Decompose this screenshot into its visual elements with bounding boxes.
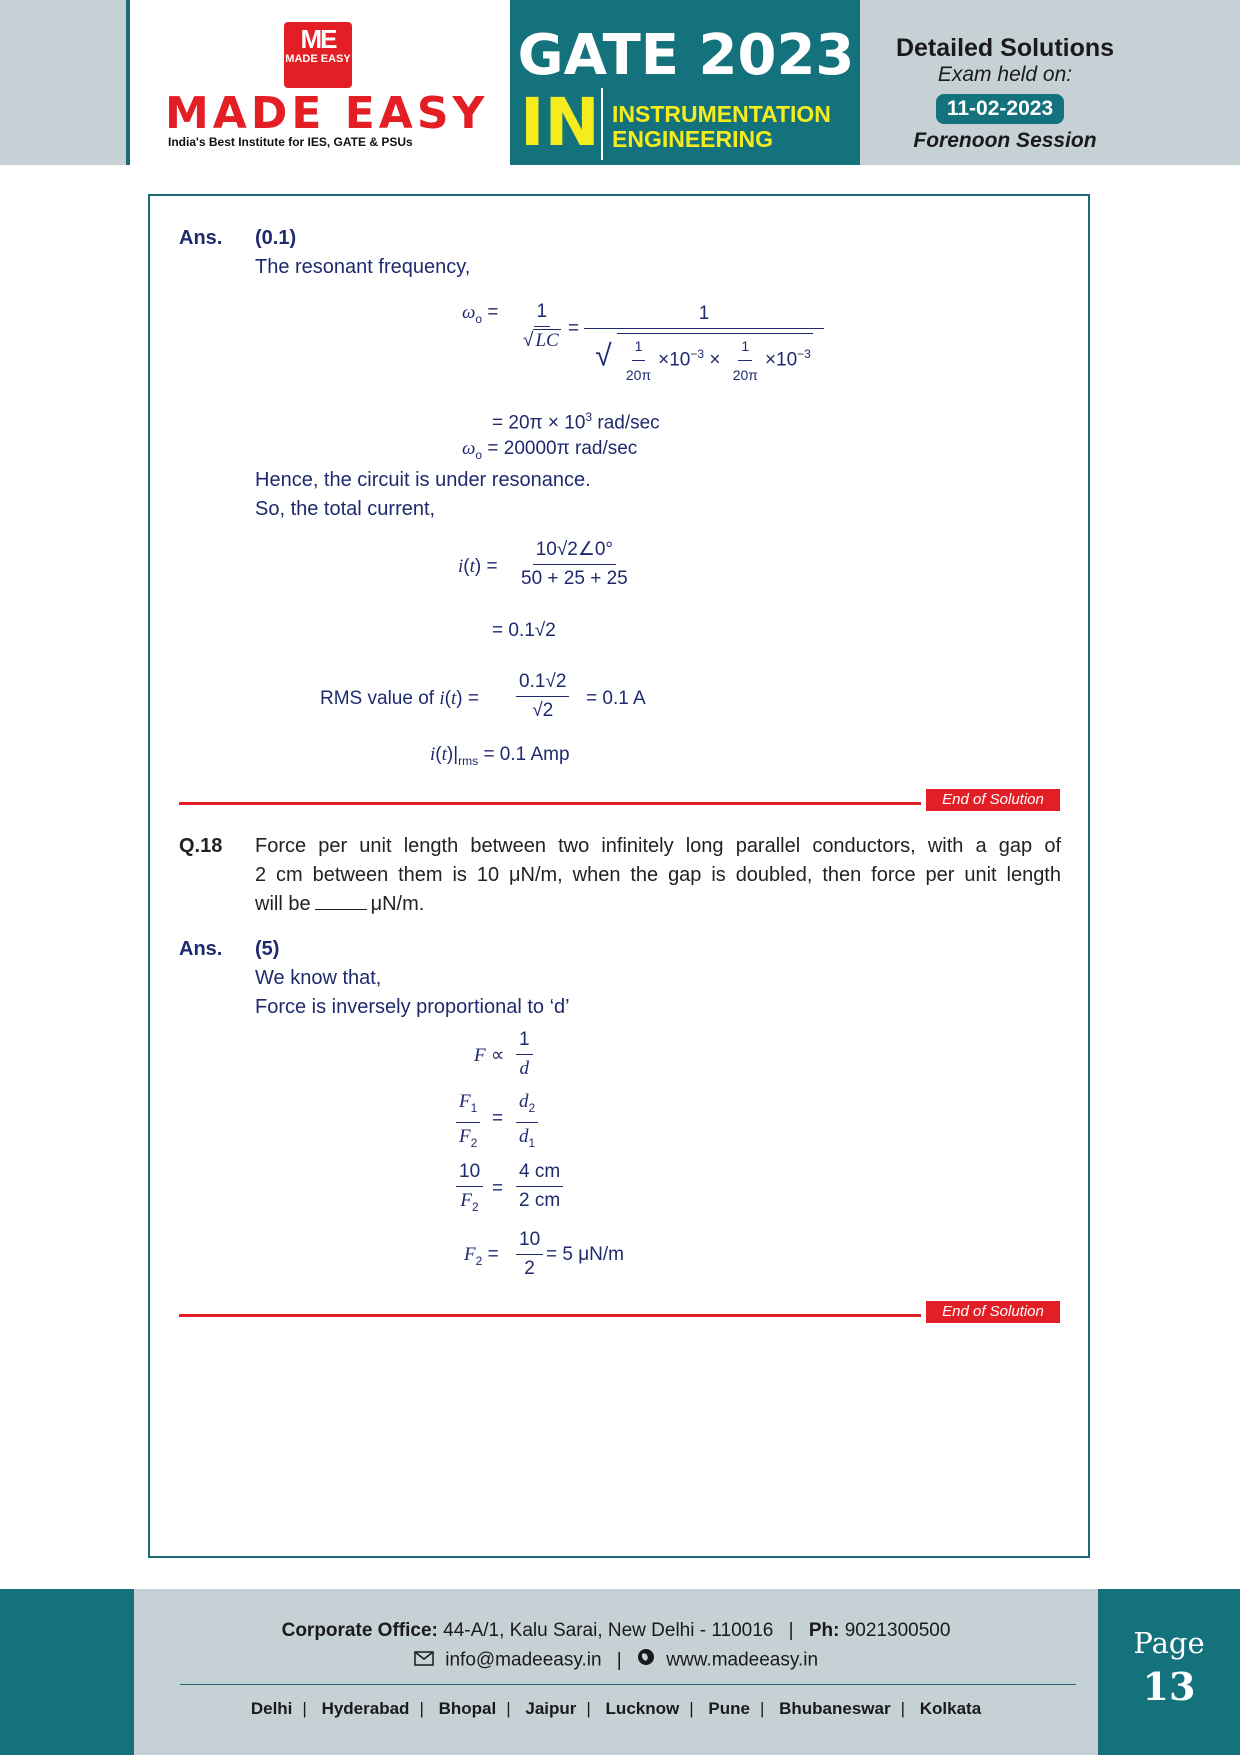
page-header — [0, 0, 1240, 165]
eq-omega-formula: $\omega_o$ = — [462, 302, 499, 326]
q18-text-line1: Force per unit length between two infinitely long parallel conductors, with a gap of — [255, 835, 1061, 857]
phone-number: 9021300500 — [844, 1620, 951, 1641]
q18-ans-label: Ans. — [179, 938, 223, 960]
city-item: Jaipur — [525, 1699, 577, 1718]
city-item: Delhi — [250, 1699, 293, 1718]
header-left-band — [0, 0, 126, 165]
omega-symbol: ω — [462, 302, 476, 323]
footer-left-band — [0, 1589, 134, 1755]
eq-final-lhs: $F_2$ = — [464, 1244, 499, 1268]
eq-omega-result1: = $20\pi \times 10^3$ rad/sec — [492, 410, 660, 434]
eq-rms-result: = 0.1 A — [586, 688, 646, 709]
eq-rms-final: $i(t)|_{rms} = 0.1$ Amp — [430, 744, 570, 768]
page-label: Page — [1133, 1626, 1205, 1660]
eq-current-frac: $\frac{10√2\angle 0^\circ}{50 + 25 + 25}$ — [521, 539, 628, 589]
eq-rms-frac: $\frac{0.1√2}{√2}$ — [512, 670, 573, 723]
eq-proportional-frac: $\frac{1}{d}$ — [512, 1028, 537, 1081]
q17-resonant-line: The resonant frequency, — [255, 256, 471, 278]
brand-name: MADE EASY — [165, 88, 489, 139]
eq-current-simplified: = 0.1√2 — [492, 620, 556, 641]
branch-name-line1: INSTRUMENTATION — [612, 101, 831, 127]
exam-date-badge: 11-02-2023 — [936, 94, 1064, 124]
q17-ans-label: Ans. — [179, 227, 223, 249]
branch-name-line2: ENGINEERING — [612, 126, 774, 152]
brand-tagline: India's Best Institute for IES, GATE & PSUs — [168, 135, 413, 149]
q17-ans-value: (0.1) — [255, 227, 297, 249]
footer-contact-line: info@madeeasy.in | www.madeeasy.in — [134, 1648, 1098, 1673]
eq-force-ratio-rhs: $\frac{d_2}{d_1}$ — [512, 1090, 542, 1155]
made-easy-logo-emblem — [284, 22, 352, 88]
eq-final-frac: $\frac{10}{2}$ — [512, 1228, 547, 1281]
eq-substitution-rhs: $\frac{4 cm}{2 cm}$ — [512, 1160, 567, 1213]
q18-text-line3: will be μN/m. — [255, 893, 425, 915]
branch-code: IN — [520, 84, 600, 161]
end-of-solution-rule-2 — [179, 1314, 921, 1317]
eq-substitution-lhs: $\frac{10}{F_2}$ — [452, 1160, 487, 1219]
city-item: Kolkata — [919, 1699, 982, 1718]
footer-cities: Delhi | Hyderabad | Bhopal | Jaipur | Lucknow | Pune | Bhubaneswar | Kolkata — [250, 1699, 982, 1718]
exam-title: GATE 2023 — [517, 23, 855, 88]
email-link[interactable]: info@madeeasy.in — [445, 1649, 602, 1671]
end-of-solution-rule — [179, 802, 921, 805]
office-label: Corporate Office: — [281, 1620, 438, 1641]
city-item: Hyderabad — [321, 1699, 410, 1718]
q18-label: Q.18 — [179, 835, 223, 857]
eq-current-label: i(t) = — [458, 556, 498, 577]
eq-rms-label: RMS value of i(t) = — [320, 688, 479, 709]
eq-omega-frac2: 1 √ $\frac{1}{20\pi}$ $\times 10^{-3}$ × $\frac{1}{20\pi}$ $\times 10^{-3}$ — [584, 300, 824, 387]
eq-omega-result2: $\omega_o = 20000\pi$ rad/sec — [462, 438, 638, 462]
q17-total-current-line: So, the total current, — [255, 498, 436, 520]
solutions-title: Detailed Solutions — [895, 34, 1115, 62]
envelope-icon — [414, 1649, 434, 1673]
footer-office-line: Corporate Office: 44-A/1, Kalu Sarai, New Delhi - 110016 | Ph: 9021300500 — [281, 1620, 951, 1641]
eq-force-ratio-lhs: $\frac{F_1}{F_2}$ — [452, 1090, 484, 1155]
phone-label: Ph: — [808, 1620, 840, 1641]
eq-proportional-lhs: F ∝ — [474, 1045, 505, 1066]
exam-session: Forenoon Session — [913, 129, 1097, 152]
q18-know-line: We know that, — [255, 967, 382, 989]
eq-final-result: = 5 μN/m — [546, 1244, 624, 1265]
eq-equals: = — [568, 318, 580, 339]
end-of-solution-tag-2: End of Solution — [926, 1301, 1060, 1323]
city-item: Bhubaneswar — [779, 1699, 891, 1718]
page-number: 13 — [1142, 1664, 1196, 1709]
exam-held-label: Exam held on: — [937, 63, 1073, 86]
q18-ans-value: (5) — [255, 938, 280, 960]
eq-force-ratio-equals: = — [492, 1108, 504, 1129]
city-item: Pune — [708, 1699, 750, 1718]
eq-substitution-equals: = — [492, 1178, 504, 1199]
q17-resonance-line: Hence, the circuit is under resonance. — [255, 469, 591, 491]
end-of-solution-tag: End of Solution — [926, 789, 1060, 811]
q18-text-line2: 2 cm between them is 10 μN/m, when the gap is doubled, then force per unit length — [255, 864, 1061, 886]
office-address: 44-A/1, Kalu Sarai, New Delhi - 110016 — [443, 1620, 774, 1641]
city-item: Bhopal — [438, 1699, 497, 1718]
website-link[interactable]: www.madeeasy.in — [666, 1649, 819, 1671]
answer-blank — [315, 909, 367, 910]
eq-omega-frac1: $\frac{1}{√ LC}$ — [523, 301, 559, 351]
branch-divider — [601, 88, 603, 160]
city-item: Lucknow — [605, 1699, 680, 1718]
logo-emblem-text: MADE EASY — [285, 53, 351, 65]
footer-divider — [180, 1684, 1076, 1685]
logo-emblem-mark: ME — [300, 24, 336, 54]
globe-icon — [637, 1648, 655, 1673]
branch-name — [612, 102, 831, 152]
q18-inverse-line: Force is inversely proportional to ‘d’ — [255, 996, 570, 1018]
